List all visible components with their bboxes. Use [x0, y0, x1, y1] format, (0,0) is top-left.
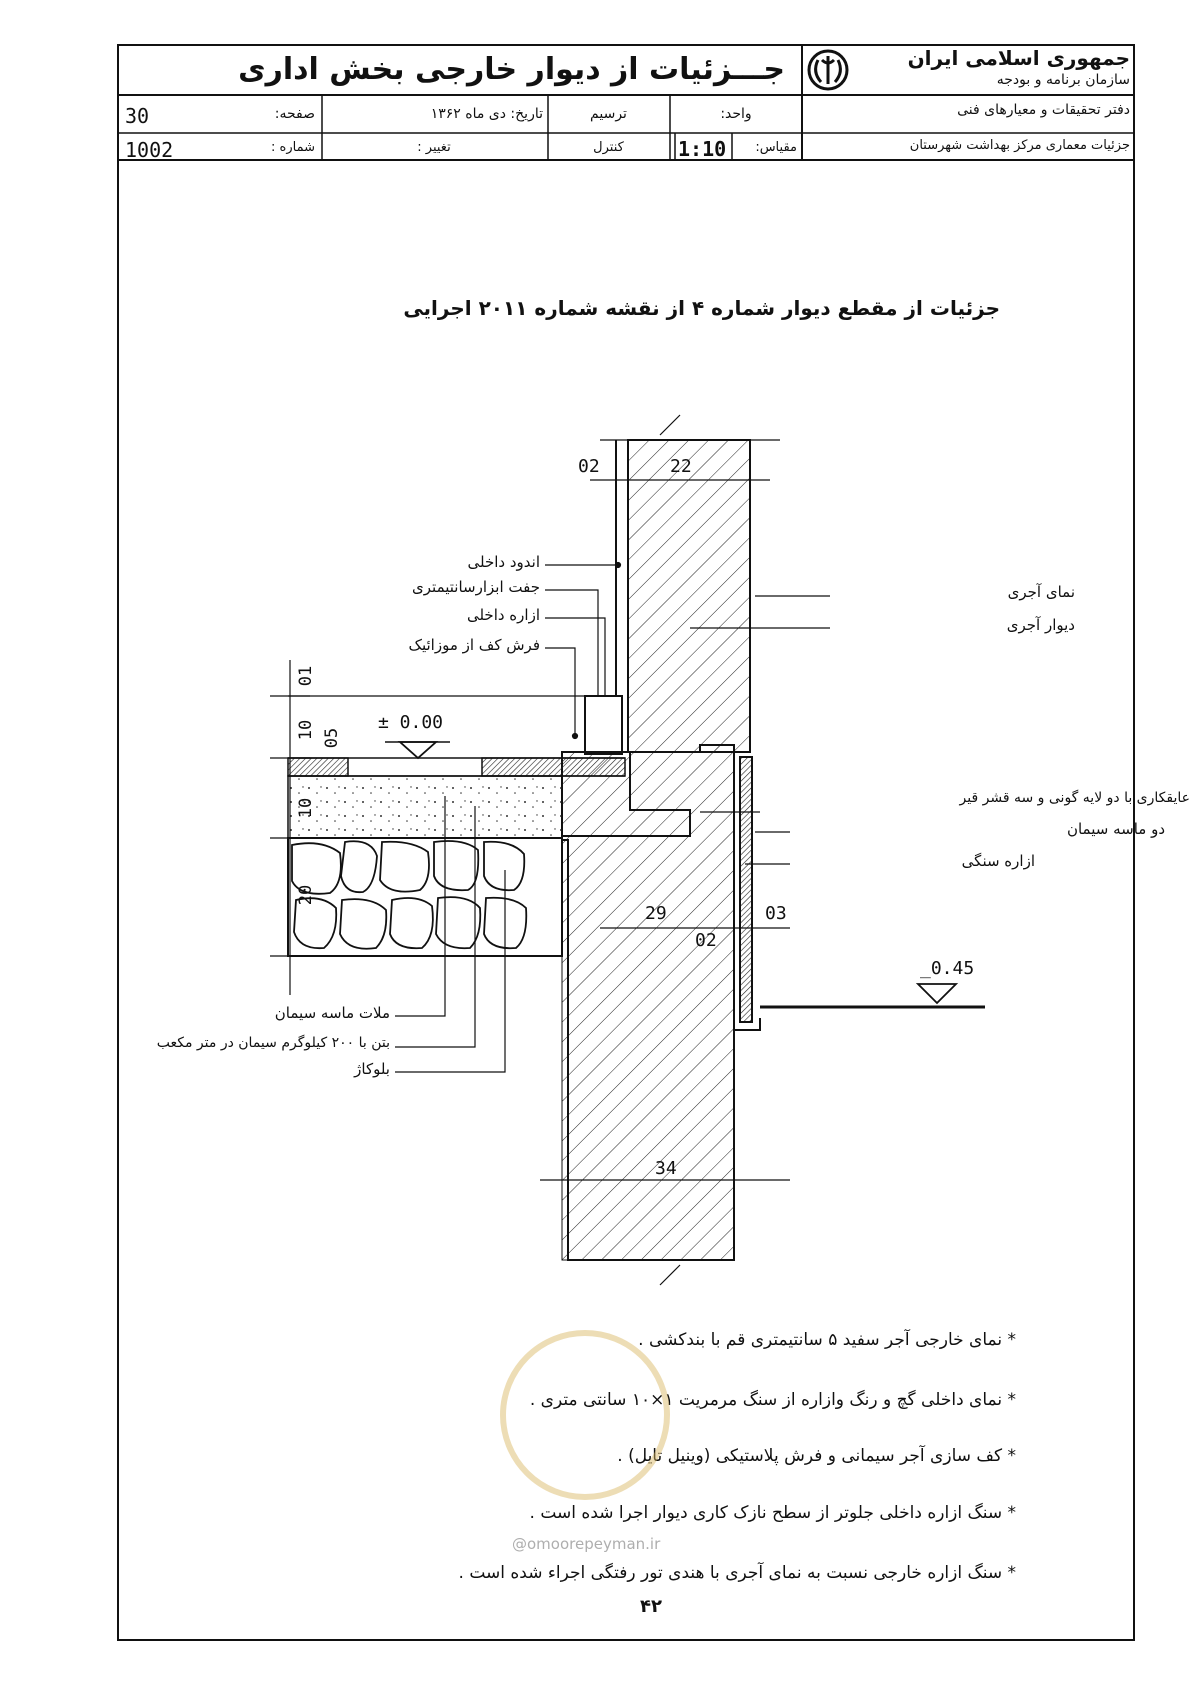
label-stone-base: ازاره سنگی: [961, 852, 1035, 870]
dim-34: 34: [655, 1158, 677, 1179]
sheet-number-label: شماره :: [271, 140, 315, 155]
note-1: * نمای خارجی آجر سفید ۵ سانتیمتری قم با بندکشی .: [638, 1330, 1016, 1350]
page-number-value: 30: [125, 104, 150, 128]
label-inner-base: ازاره داخلی: [466, 606, 540, 624]
label-stone-bed: بلوکاژ: [354, 1060, 390, 1078]
label-plaster: اندود داخلی: [467, 553, 540, 571]
level-floor: ± 0.00: [378, 712, 444, 733]
label-floor-tile: فرش کف از موزائیک: [408, 636, 540, 654]
scale-value: 1:10: [678, 137, 727, 161]
note-3: * کف سازی آجر سیمانی و فرش پلاستیکی (وینیل تایل) .: [617, 1446, 1016, 1466]
label-brick-wall: دیوار آجری: [1006, 616, 1075, 634]
watermark-text: @omoorepeyman.ir: [512, 1535, 661, 1553]
dim-10-b: 10: [296, 797, 317, 819]
dim-20: 20: [296, 884, 317, 906]
page-label: صفحه:: [274, 106, 315, 122]
office-label: دفتر تحقیقات و معیارهای فنی: [957, 102, 1130, 118]
label-concrete: بتن با ۲۰۰ کیلوگرم سیمان در متر مکعب: [156, 1035, 390, 1051]
label-mortar: ملات ماسه سیمان: [274, 1004, 390, 1022]
unit-label: واحد:: [720, 106, 752, 122]
sheet-number-value: 1002: [125, 138, 174, 162]
revision-label: تغییر :: [417, 140, 451, 155]
series-label: جزئیات معماری مرکز بهداشت شهرستان: [909, 138, 1130, 153]
drawn-label: ترسیم: [590, 106, 627, 122]
note-2: * نمای داخلی گچ و رنگ وازاره از سنگ مرمریت ۱×۱۰ سانتی متری .: [529, 1390, 1016, 1410]
control-label: کنترل: [593, 140, 624, 155]
iran-emblem-icon: [809, 51, 847, 89]
org-line-2: سازمان برنامه و بودجه: [996, 72, 1130, 88]
page-title: جـــزئیات از دیوار خارجی بخش اداری: [238, 52, 785, 87]
dim-29: 29: [645, 903, 667, 924]
label-brick-facade: نمای آجری: [1007, 583, 1075, 601]
dim-05: 05: [322, 727, 343, 749]
dim-02-mid: 02: [695, 930, 717, 951]
label-joint: جفت ابزارسانتیمتری: [412, 578, 540, 596]
dim-03: 03: [765, 903, 787, 924]
date-label: تاریخ: دی ماه ۱۳۶۲: [430, 106, 543, 122]
watermark-seal-icon: [500, 1330, 670, 1500]
dim-22: 22: [670, 456, 692, 477]
page-number: ۴۲: [640, 1596, 662, 1617]
label-sand-cement: دو ماسه سیمان: [1066, 820, 1165, 838]
note-5: * سنگ ازاره خارجی نسبت به نمای آجری با هندی تور رفتگی اجراء شده است .: [458, 1563, 1016, 1583]
drawing-subtitle: جزئیات از مقطع دیوار شماره ۴ از نقشه شماره ۲۰۱۱ اجرایی: [403, 296, 1000, 320]
label-insulation: عایقکاری با دو لایه گونی و سه قشر قیر: [959, 790, 1190, 806]
scale-label: مقیاس:: [755, 140, 797, 155]
level-ground: _0.45: [920, 958, 975, 979]
note-4: * سنگ ازاره داخلی جلوتر از سطح نازک کاری دیوار اجرا شده است .: [529, 1503, 1016, 1523]
dim-01: 01: [296, 665, 317, 687]
org-line-1: جمهوری اسلامی ایران: [907, 46, 1130, 70]
dim-02-top: 02: [578, 456, 600, 477]
dim-10-a: 10: [296, 719, 317, 741]
